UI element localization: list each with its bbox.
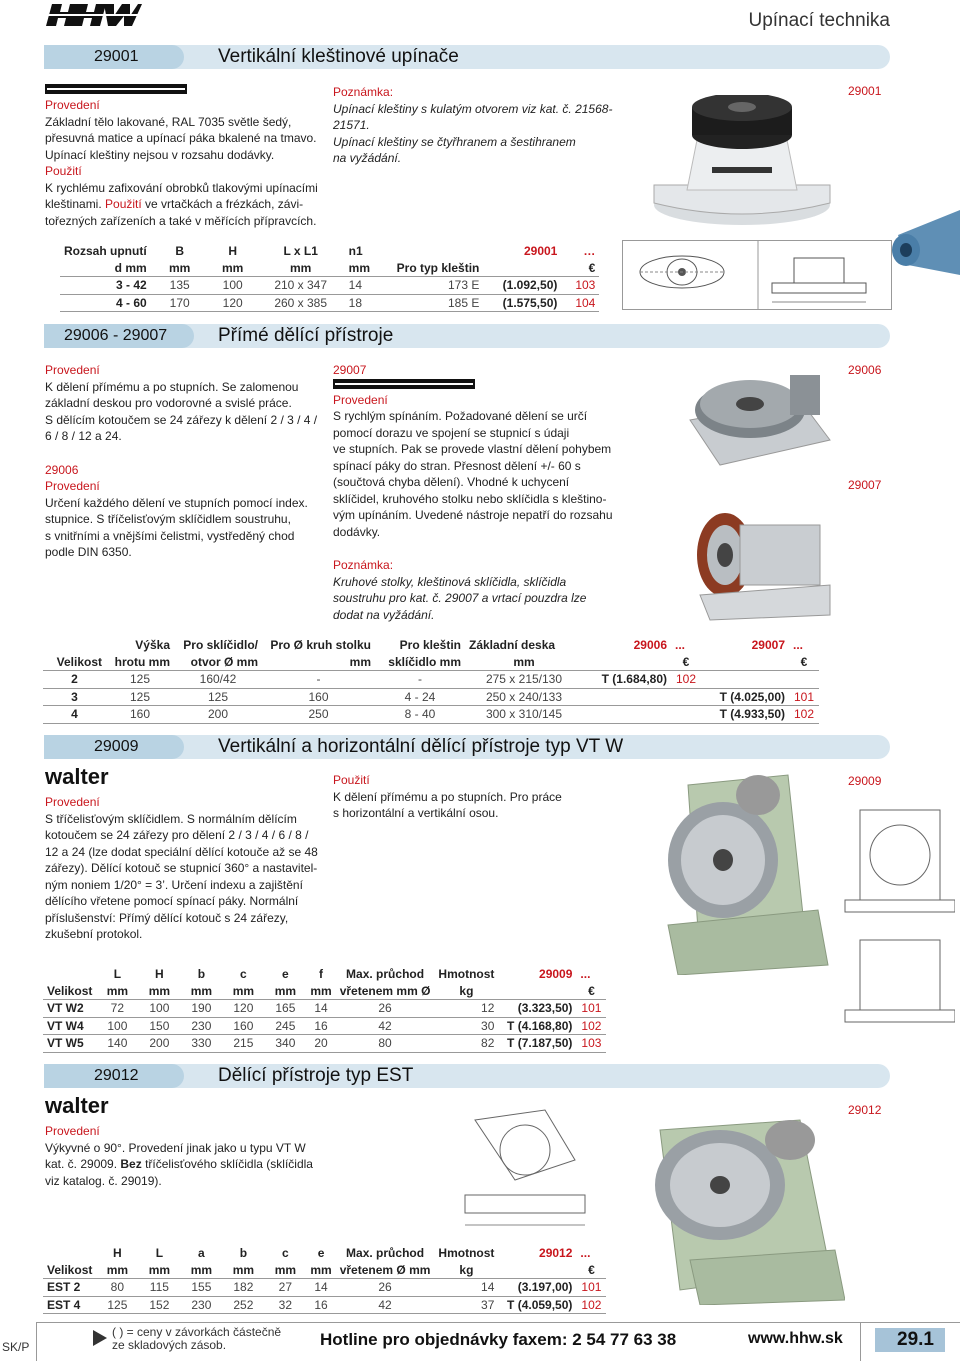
th: Velikost bbox=[43, 654, 106, 671]
td: 26 bbox=[336, 1279, 435, 1297]
th: Pro sklíčidlo/ bbox=[183, 638, 258, 653]
td: 104 bbox=[561, 294, 599, 312]
td: 300 x 310/145 bbox=[465, 706, 583, 724]
td bbox=[701, 671, 789, 689]
th: Velikost bbox=[43, 1262, 96, 1279]
section-title: Přímé dělící přístroje bbox=[218, 325, 394, 346]
provedeni-text: S rychlým spínáním. Požadované dělení se určí pomocí dorazu ve spojení se stupnicí s údaji ve stupních. Pak se provede vlastní dělení pohybem spínací páky do stran. Přesnost dělení +/- 60 s (součtová chyba dělení). Vhodné k uchycení sklíčidel, kruhového stolku nebo sklíčidla s kleštino- vým upínáním. Uvedené nástroje nepatří do rozsahu dodávky. bbox=[333, 409, 613, 539]
th: f bbox=[319, 967, 324, 982]
s1-note bbox=[333, 84, 613, 167]
td: 42 bbox=[336, 1017, 435, 1035]
td: 125 bbox=[106, 688, 174, 706]
th: n1 bbox=[348, 244, 363, 259]
td: 18 bbox=[345, 294, 393, 312]
pouziti-text-a: K rychlému zafixování obrobků tlakovými upínacími kleštinami. bbox=[45, 180, 318, 211]
td: 14 bbox=[345, 277, 393, 295]
section-bar-29009 bbox=[44, 735, 890, 759]
note-text: Upínací kleštiny s kulatým otvorem viz kat. č. 21568- 21571. Upínací kleštiny se čtyřhranem a šestihranem na vyžádání. bbox=[333, 101, 613, 165]
th: vřetenem mm Ø bbox=[336, 983, 435, 1000]
td: 190 bbox=[180, 1000, 222, 1018]
play-arrow-icon bbox=[93, 1330, 107, 1346]
td: 215 bbox=[222, 1035, 264, 1053]
th: L bbox=[155, 1246, 164, 1261]
th: Výška bbox=[135, 638, 170, 653]
th: Hmotnost bbox=[438, 1246, 495, 1261]
th: Max. průchod bbox=[346, 967, 425, 982]
footer-note: ( ) = ceny v závorkách částečně ze skladových zásob. bbox=[112, 1325, 282, 1352]
hhw-logo bbox=[46, 0, 142, 30]
provedeni-label: Provedení bbox=[45, 479, 100, 493]
td: 4 bbox=[43, 706, 106, 724]
s2-description bbox=[45, 362, 330, 561]
sub-code: 29006 bbox=[45, 462, 79, 477]
th: mm bbox=[222, 983, 264, 1000]
th: c bbox=[282, 1246, 289, 1261]
th: e bbox=[317, 1246, 325, 1261]
th: Rozsah upnutí bbox=[64, 244, 147, 259]
td: EST 2 bbox=[43, 1279, 96, 1297]
spec-table-29009 bbox=[43, 966, 606, 1053]
provedeni-label: Provedení bbox=[45, 1124, 100, 1138]
td: 102 bbox=[789, 706, 819, 724]
s2-description-29007 bbox=[333, 362, 613, 623]
provedeni-label: Provedení bbox=[45, 795, 100, 809]
provedeni-text: Základní tělo lakované, RAL 7035 světle šedý, přesuvná matice a upínací páka bkalené na tmavo. Upínací kleštiny nejsou v rozsahu dodávky. bbox=[45, 114, 317, 162]
photo-code: 29001 bbox=[848, 84, 882, 98]
th: 29006 bbox=[633, 638, 667, 653]
th bbox=[43, 637, 106, 654]
td: T (1.684,80) bbox=[583, 671, 671, 689]
page-category-title: Upínací technika bbox=[748, 10, 890, 31]
td: (1.575,50) bbox=[483, 294, 561, 312]
td: 160 bbox=[222, 1017, 264, 1035]
photo-code: 29006 bbox=[848, 363, 882, 377]
page-number-badge bbox=[875, 1328, 945, 1352]
th: hrotu mm bbox=[106, 654, 174, 671]
walter-logo bbox=[45, 1095, 149, 1117]
td: 101 bbox=[789, 688, 819, 706]
page-side-label bbox=[0, 1322, 37, 1361]
td: 135 bbox=[151, 277, 209, 295]
product-photo-29012 bbox=[600, 1100, 845, 1305]
td bbox=[583, 706, 671, 724]
td: 250 x 240/133 bbox=[465, 688, 583, 706]
th: 29012 bbox=[539, 1246, 573, 1261]
td: 125 bbox=[96, 1296, 138, 1314]
provedeni-label: Provedení bbox=[45, 98, 100, 112]
td: 170 bbox=[151, 294, 209, 312]
td: 26 bbox=[336, 1000, 435, 1018]
th: ... bbox=[675, 638, 686, 653]
spec-table-29006-29007 bbox=[43, 637, 819, 724]
th bbox=[498, 983, 576, 1000]
spec-table-29012 bbox=[43, 1245, 606, 1314]
td: T (4.168,80) bbox=[498, 1017, 576, 1035]
td: 125 bbox=[106, 671, 174, 689]
th: mm bbox=[180, 1262, 222, 1279]
section-code: 29012 bbox=[44, 1064, 184, 1088]
th: ... bbox=[793, 638, 804, 653]
th: d mm bbox=[60, 260, 151, 277]
pouziti-text-b: Použití bbox=[105, 197, 142, 211]
pouziti-label: Použití bbox=[45, 164, 82, 178]
td: 4 - 60 bbox=[60, 294, 151, 312]
td: - bbox=[262, 671, 375, 689]
td: 12 bbox=[434, 1000, 498, 1018]
td: 72 bbox=[96, 1000, 138, 1018]
td: 165 bbox=[264, 1000, 306, 1018]
section-bar-29012 bbox=[44, 1064, 890, 1088]
th: e bbox=[282, 967, 289, 982]
td: 160/42 bbox=[174, 671, 262, 689]
td: (3.197,00) bbox=[498, 1279, 576, 1297]
td: 82 bbox=[434, 1035, 498, 1053]
th: Pro kleštin bbox=[399, 638, 461, 653]
td: T (4.025,00) bbox=[701, 688, 789, 706]
provedeni-text: Určení každého dělení ve stupních pomocí index. stupnice. S tříčelisťovým sklíčidlem soustruhu, s vnitřními a vnějšími čelistmi, vystředěný chod podle DIN 6350. bbox=[45, 495, 308, 559]
td: 102 bbox=[671, 671, 701, 689]
th: mm bbox=[138, 1262, 180, 1279]
td: 3 bbox=[43, 688, 106, 706]
footer-website-link[interactable]: www.hhw.sk bbox=[748, 1330, 843, 1347]
th: ... bbox=[580, 967, 591, 982]
th: c bbox=[240, 967, 247, 982]
th: a bbox=[198, 1246, 205, 1261]
s3-usage bbox=[333, 772, 613, 822]
provedeni-text-b: tříčelisťového sklíčidla (sklíčidla viz katalog. č. 29019). bbox=[45, 1157, 313, 1188]
th: ... bbox=[580, 1246, 591, 1261]
td: 8 - 40 bbox=[375, 706, 465, 724]
provedeni-label: Provedení bbox=[45, 363, 100, 377]
th: L x L1 bbox=[283, 244, 318, 259]
th: mm bbox=[306, 1262, 335, 1279]
th: Max. průchod bbox=[346, 1246, 425, 1261]
td: 150 bbox=[138, 1017, 180, 1035]
td: 100 bbox=[209, 277, 257, 295]
section-code: 29006 - 29007 bbox=[44, 324, 194, 348]
technical-drawing-29001 bbox=[622, 240, 892, 310]
product-photo-29009 bbox=[628, 765, 838, 975]
td: T (4.059,50) bbox=[498, 1296, 576, 1314]
th: mm bbox=[138, 983, 180, 1000]
th: otvor Ø mm bbox=[174, 654, 262, 671]
td: T (7.187,50) bbox=[498, 1035, 576, 1053]
td: 102 bbox=[576, 1017, 606, 1035]
th: sklíčidlo mm bbox=[375, 654, 465, 671]
td: 120 bbox=[209, 294, 257, 312]
td: 160 bbox=[262, 688, 375, 706]
photo-code: 29009 bbox=[848, 774, 882, 788]
td: 32 bbox=[264, 1296, 306, 1314]
th: vřetenem Ø mm bbox=[336, 1262, 435, 1279]
th: Základní deska bbox=[469, 638, 556, 653]
td: 3 - 42 bbox=[60, 277, 151, 295]
side-label-text: SK/P bbox=[2, 1340, 30, 1354]
td: 125 bbox=[174, 688, 262, 706]
td: 152 bbox=[138, 1296, 180, 1314]
td: 102 bbox=[576, 1296, 606, 1314]
th: mm bbox=[345, 260, 393, 277]
td: 330 bbox=[180, 1035, 222, 1053]
footer-divider bbox=[37, 1322, 960, 1323]
td: VT W4 bbox=[43, 1017, 96, 1035]
walter-logo bbox=[45, 766, 149, 788]
th: 29009 bbox=[539, 967, 573, 982]
note-label: Poznámka: bbox=[333, 85, 394, 99]
section-code: 29009 bbox=[44, 735, 184, 759]
td: 100 bbox=[96, 1017, 138, 1035]
td: 16 bbox=[306, 1017, 335, 1035]
th: € bbox=[671, 654, 701, 671]
hofmann-logo bbox=[333, 379, 475, 389]
td: (1.092,50) bbox=[483, 277, 561, 295]
th: 29001 bbox=[523, 244, 558, 259]
th: mm bbox=[306, 983, 335, 1000]
td: 101 bbox=[576, 1279, 606, 1297]
footer-divider bbox=[860, 1322, 861, 1361]
td: 14 bbox=[306, 1000, 335, 1018]
td: T (4.933,50) bbox=[701, 706, 789, 724]
td: 340 bbox=[264, 1035, 306, 1053]
td: 160 bbox=[106, 706, 174, 724]
page-number: 29.1 bbox=[897, 1329, 934, 1350]
td bbox=[671, 688, 701, 706]
provedeni-text bbox=[45, 1140, 330, 1190]
td: 103 bbox=[561, 277, 599, 295]
hofmann-logo bbox=[45, 84, 187, 94]
th bbox=[583, 654, 671, 671]
th: kg bbox=[434, 983, 498, 1000]
th: … bbox=[583, 244, 596, 259]
s3-description bbox=[45, 766, 330, 943]
th: b bbox=[239, 1246, 248, 1261]
td: 210 x 347 bbox=[257, 277, 345, 295]
note-text: Kruhové stolky, kleštinová sklíčidla, sklíčidla soustruhu pro kat. č. 29007 a vrtací pouzdra lze dodat na vyžádání. bbox=[333, 574, 587, 622]
td: 16 bbox=[306, 1296, 335, 1314]
td: - bbox=[375, 671, 465, 689]
th: B bbox=[175, 244, 184, 259]
td: 230 bbox=[180, 1017, 222, 1035]
provedeni-text: S tříčelisťovým sklíčidlem. S normálním dělícím kotoučem se 24 zářezy pro dělení 2 / 3 / 4 / 6 / 8 / 12 a 24 (lze dodat speciální dělící kotouče až se 48 zářezy). Dělící kotouč se stupnicí 360° a nastavitel- ným noniem 1/20° = 3’. Určení indexu a zajištění dělícího vřetene pomocí spínací páky. Normální příslušenství: Přímý dělící kotouč s 24 zářezy, zkušební protokol. bbox=[45, 811, 318, 941]
sub-code: 29007 bbox=[333, 363, 367, 377]
th bbox=[701, 654, 789, 671]
provedeni-text: K dělení přímému a po stupních. Se zalomenou základní deskou pro vodorovné a svislé práce. S dělícím kotoučem se 24 zářezy k dělení 2 / 3 / 4 / 6 / 8 / 12 a 24. bbox=[45, 379, 318, 443]
td: 42 bbox=[336, 1296, 435, 1314]
td: 30 bbox=[434, 1017, 498, 1035]
th bbox=[43, 966, 96, 983]
th: mm bbox=[96, 1262, 138, 1279]
td: 155 bbox=[180, 1279, 222, 1297]
th: mm bbox=[264, 1262, 306, 1279]
th: € bbox=[561, 260, 599, 277]
td: 80 bbox=[336, 1035, 435, 1053]
th: € bbox=[576, 1262, 606, 1279]
technical-drawing-29012 bbox=[455, 1100, 595, 1240]
td: VT W2 bbox=[43, 1000, 96, 1018]
td: EST 4 bbox=[43, 1296, 96, 1314]
s1-description bbox=[45, 84, 325, 229]
td: 80 bbox=[96, 1279, 138, 1297]
walter-logo-text: walter bbox=[45, 766, 109, 788]
td: VT W5 bbox=[43, 1035, 96, 1053]
td: 14 bbox=[306, 1279, 335, 1297]
th: mm bbox=[222, 1262, 264, 1279]
walter-logo-text: walter bbox=[45, 1095, 109, 1117]
td: 115 bbox=[138, 1279, 180, 1297]
td: 4 - 24 bbox=[375, 688, 465, 706]
th: mm bbox=[257, 260, 345, 277]
th: H bbox=[155, 967, 164, 982]
th: mm bbox=[209, 260, 257, 277]
pouziti-label: Použití bbox=[333, 773, 370, 787]
td: (3.323,50) bbox=[498, 1000, 576, 1018]
th: kg bbox=[434, 1262, 498, 1279]
td: 245 bbox=[264, 1017, 306, 1035]
th: mm bbox=[262, 654, 375, 671]
th: mm bbox=[180, 983, 222, 1000]
td: 185 E bbox=[393, 294, 484, 312]
product-photo-29006 bbox=[680, 360, 840, 490]
td bbox=[789, 671, 819, 689]
pouziti-text: K dělení přímému a po stupních. Pro práce s horizontální a vertikální osou. bbox=[333, 789, 562, 820]
th: 29007 bbox=[751, 638, 785, 653]
th: H bbox=[113, 1246, 122, 1261]
product-photo-29001 bbox=[652, 95, 832, 230]
product-photo-collet bbox=[888, 205, 960, 275]
pouziti-text-c: ve vrtačkách a frézkách, závi- tořezných zařízeních a také v měřících přípravcích. bbox=[45, 197, 317, 228]
td: 101 bbox=[576, 1000, 606, 1018]
th bbox=[498, 1262, 576, 1279]
td: 27 bbox=[264, 1279, 306, 1297]
th bbox=[43, 1245, 96, 1262]
td bbox=[671, 706, 701, 724]
section-title: Vertikální kleštinové upínače bbox=[218, 46, 459, 67]
th: mm bbox=[96, 983, 138, 1000]
td: 120 bbox=[222, 1000, 264, 1018]
th: mm bbox=[151, 260, 209, 277]
td: 230 bbox=[180, 1296, 222, 1314]
section-code: 29001 bbox=[44, 45, 184, 69]
s4-description bbox=[45, 1095, 330, 1189]
th: Hmotnost bbox=[438, 967, 495, 982]
td: 14 bbox=[434, 1279, 498, 1297]
td: 200 bbox=[174, 706, 262, 724]
td: 200 bbox=[138, 1035, 180, 1053]
footer-hotline: Hotline pro objednávky faxem: 2 54 77 63 38 bbox=[320, 1330, 677, 1349]
th: mm bbox=[264, 983, 306, 1000]
note-label: Poznámka: bbox=[333, 558, 394, 572]
product-photo-29007 bbox=[680, 495, 840, 625]
td bbox=[583, 688, 671, 706]
photo-code: 29007 bbox=[848, 478, 882, 492]
td: 182 bbox=[222, 1279, 264, 1297]
td: 250 bbox=[262, 706, 375, 724]
provedeni-text-a: Výkyvné o 90°. Provedení jinak jako u typu VT W kat. č. 29009. bbox=[45, 1140, 306, 1171]
section-bar-29006-29007 bbox=[44, 324, 890, 348]
th: € bbox=[789, 654, 819, 671]
th bbox=[483, 260, 561, 277]
provedeni-bold: Bez bbox=[120, 1157, 142, 1171]
td: 173 E bbox=[393, 277, 484, 295]
th: Velikost bbox=[43, 983, 96, 1000]
th: b bbox=[197, 967, 206, 982]
td: 252 bbox=[222, 1296, 264, 1314]
th bbox=[393, 243, 484, 260]
td: 275 x 215/130 bbox=[465, 671, 583, 689]
td: 103 bbox=[576, 1035, 606, 1053]
section-bar-29001 bbox=[44, 45, 890, 69]
td: 140 bbox=[96, 1035, 138, 1053]
td: 100 bbox=[138, 1000, 180, 1018]
th: H bbox=[228, 244, 237, 259]
td: 2 bbox=[43, 671, 106, 689]
provedeni-label: Provedení bbox=[333, 392, 388, 407]
pouziti-text bbox=[45, 180, 325, 230]
technical-drawing-29009 bbox=[840, 790, 955, 1045]
th: Pro Ø kruh stolku bbox=[270, 638, 371, 653]
td: 20 bbox=[306, 1035, 335, 1053]
td: 37 bbox=[434, 1296, 498, 1314]
photo-code: 29012 bbox=[848, 1103, 882, 1117]
th: Pro typ kleštin bbox=[393, 260, 484, 277]
section-title: Vertikální a horizontální dělící přístroje typ VT W bbox=[218, 736, 624, 757]
th: mm bbox=[465, 654, 583, 671]
section-title: Dělící přístroje typ EST bbox=[218, 1065, 414, 1086]
td: 260 x 385 bbox=[257, 294, 345, 312]
spec-table-29001 bbox=[60, 243, 599, 312]
th: L bbox=[113, 967, 122, 982]
th: € bbox=[576, 983, 606, 1000]
